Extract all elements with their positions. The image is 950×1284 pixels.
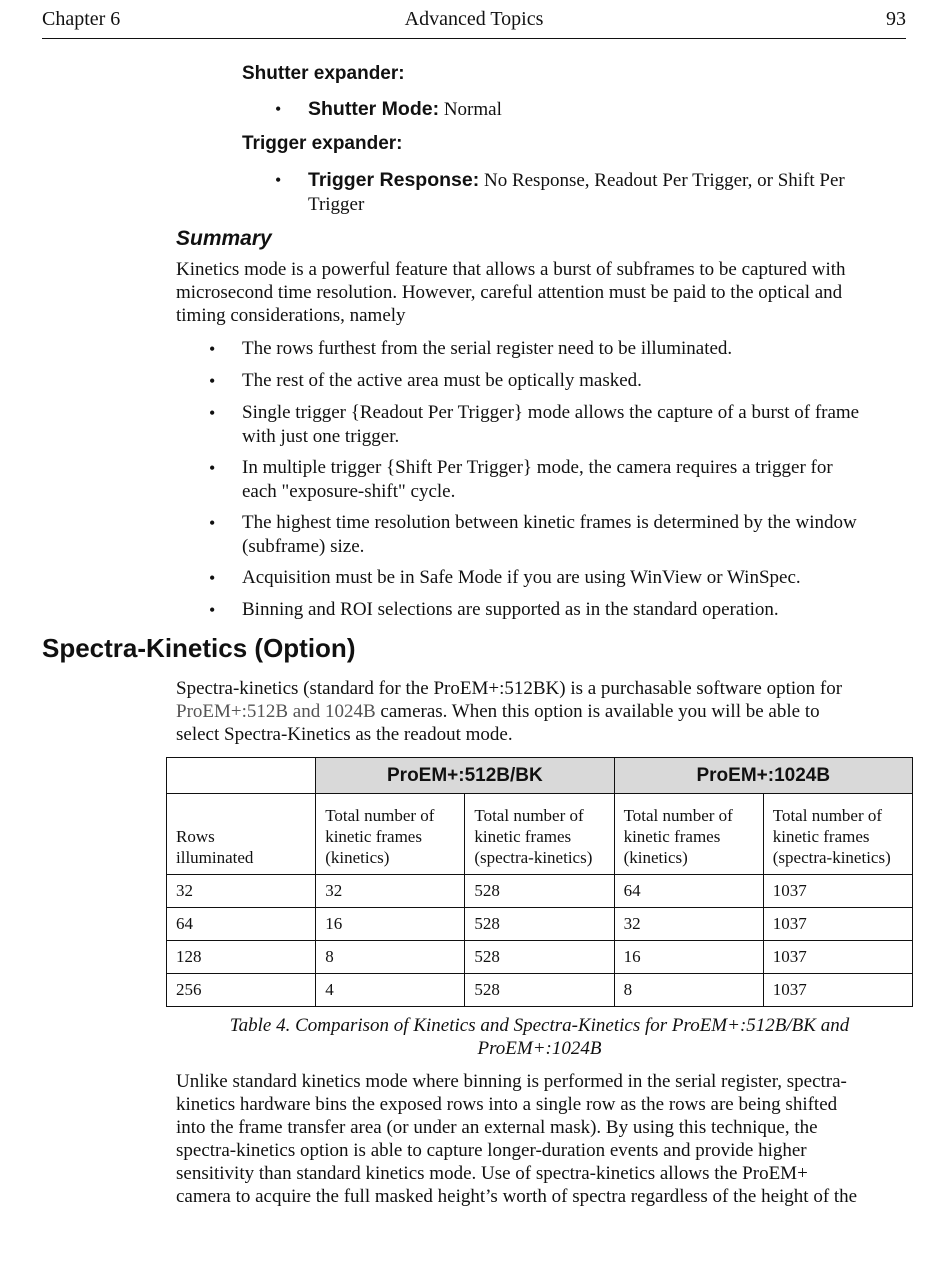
group-header-512b: ProEM+:512B/BK — [316, 758, 614, 794]
column-header-text: kinetic frames — [474, 827, 572, 846]
table-cell: 1037 — [763, 875, 912, 908]
trigger-expander-heading: Trigger expander: — [242, 133, 403, 154]
table-cell: 1037 — [763, 974, 912, 1007]
table-cell: 64 — [614, 875, 763, 908]
paragraph-line: into the frame transfer area (or under an external mask). By using this technique, the — [176, 1117, 818, 1138]
section-intro-line: Spectra-kinetics (standard for the ProEM+:512BK) is a purchasable software option for — [176, 678, 843, 699]
column-header-text: Rows — [176, 827, 215, 846]
bullet-text: (subframe) size. — [242, 536, 365, 557]
summary-bullet — [209, 337, 912, 361]
bullet-text: The rest of the active area must be optically masked. — [242, 370, 642, 391]
table-row — [167, 941, 913, 974]
section-intro — [176, 677, 916, 746]
column-header-spectra-kinetics — [763, 794, 912, 875]
summary-intro-line: timing considerations, namely — [176, 305, 406, 326]
trigger-response-label: Trigger Response: — [308, 169, 480, 191]
table-group-header-row — [167, 758, 913, 794]
header-title: Advanced Topics — [404, 8, 544, 30]
table-column-header-row — [167, 794, 913, 875]
page-header — [42, 6, 906, 39]
column-header-text: (kinetics) — [623, 848, 688, 867]
summary-bullet — [209, 598, 912, 622]
trigger-response-item — [275, 168, 908, 217]
bullet-icon: • — [275, 99, 282, 119]
column-header-text: Total number of — [623, 806, 733, 825]
table-cell: 128 — [167, 941, 316, 974]
table-cell: 32 — [167, 875, 316, 908]
bullet-text: Acquisition must be in Safe Mode if you are using WinView or WinSpec. — [242, 567, 801, 588]
summary-bullet — [209, 369, 912, 393]
table-cell: 528 — [465, 875, 614, 908]
table-row — [167, 875, 913, 908]
section-title: Spectra-Kinetics (Option) — [42, 633, 356, 663]
group-header-1024b: ProEM+:1024B — [614, 758, 912, 794]
table-corner-cell — [167, 758, 316, 794]
bullet-icon: • — [209, 339, 216, 359]
paragraph-line: camera to acquire the full masked height’s worth of spectra regardless of the height of the — [176, 1186, 858, 1207]
bullet-text: The highest time resolution between kinetic frames is determined by the window — [242, 512, 857, 533]
bullet-icon: • — [209, 568, 216, 588]
column-header-text: (spectra-kinetics) — [474, 848, 593, 867]
summary-bullet — [209, 566, 912, 590]
column-header-rows — [167, 794, 316, 875]
table-cell: 8 — [316, 941, 465, 974]
comparison-table — [166, 757, 913, 1007]
column-header-text: kinetic frames — [325, 827, 422, 846]
bullet-icon: • — [209, 513, 216, 533]
table-cell: 64 — [167, 908, 316, 941]
table-cell: 528 — [465, 974, 614, 1007]
column-header-spectra-kinetics — [465, 794, 614, 875]
bullet-text: with just one trigger. — [242, 426, 400, 447]
paragraph-line: spectra-kinetics option is able to capture longer-duration events and provide higher — [176, 1140, 807, 1161]
paragraph-line: sensitivity than standard kinetics mode. Use of spectra-kinetics allows the ProEM+ — [176, 1163, 808, 1184]
bullet-text: Single trigger {Readout Per Trigger} mode allows the capture of a burst of frame — [242, 402, 860, 423]
trigger-response-value-cont: Trigger — [308, 194, 365, 215]
section-intro-line — [176, 700, 916, 723]
trigger-response-value: No Response, Readout Per Trigger, or Shift Per — [483, 170, 845, 191]
table-cell: 8 — [614, 974, 763, 1007]
table-cell: 32 — [614, 908, 763, 941]
bullet-text: each "exposure-shift" cycle. — [242, 481, 456, 502]
page-number: 93 — [886, 8, 906, 30]
table-caption — [166, 1014, 913, 1060]
column-header-text: Total number of — [474, 806, 584, 825]
table-row — [167, 908, 913, 941]
table-cell: 4 — [316, 974, 465, 1007]
column-header-text: kinetic frames — [623, 827, 721, 846]
table-caption-line: Table 4. Comparison of Kinetics and Spectra-Kinetics for ProEM+:512B/BK and — [229, 1015, 850, 1036]
bullet-text: The rows furthest from the serial register need to be illuminated. — [242, 338, 733, 359]
column-header-kinetics — [614, 794, 763, 875]
column-header-text: Total number of — [772, 806, 883, 825]
paragraph-line: Unlike standard kinetics mode where binning is performed in the serial register, spectra- — [176, 1071, 847, 1092]
column-header-text: kinetic frames — [772, 827, 870, 846]
camera-models-text: ProEM+:512B and 1024B — [176, 701, 376, 722]
bullet-text: In multiple trigger {Shift Per Trigger} mode, the camera requires a trigger for — [242, 457, 833, 478]
table-cell: 16 — [316, 908, 465, 941]
table-row — [167, 974, 913, 1007]
table-cell: 528 — [465, 941, 614, 974]
paragraph-line: kinetics hardware bins the exposed rows into a single row as the rows are being shifted — [176, 1094, 838, 1115]
summary-intro-line: Kinetics mode is a powerful feature that allows a burst of subframes to be captured with — [176, 259, 846, 280]
bullet-icon: • — [209, 458, 216, 478]
bullet-icon: • — [209, 403, 216, 423]
shutter-mode-item — [275, 97, 908, 122]
shutter-expander-heading: Shutter expander: — [242, 63, 405, 84]
table-cell: 256 — [167, 974, 316, 1007]
column-header-text: Total number of — [325, 806, 435, 825]
summary-bullet — [209, 401, 912, 449]
section-intro-text: cameras. When this option is available you will be able to — [375, 701, 820, 722]
shutter-mode-value: Normal — [443, 99, 502, 120]
table-caption-line: ProEM+:1024B — [477, 1038, 602, 1059]
bullet-icon: • — [209, 371, 216, 391]
summary-intro — [176, 258, 916, 327]
column-header-text: (kinetics) — [325, 848, 390, 867]
table-cell: 1037 — [763, 941, 912, 974]
table-cell: 1037 — [763, 908, 912, 941]
summary-bullet — [209, 456, 912, 504]
bullet-icon: • — [209, 600, 216, 620]
shutter-mode-label: Shutter Mode: — [308, 98, 440, 120]
summary-bullet — [209, 511, 912, 559]
table-cell: 16 — [614, 941, 763, 974]
bullet-icon: • — [275, 170, 282, 190]
summary-heading: Summary — [176, 227, 272, 250]
column-header-kinetics — [316, 794, 465, 875]
chapter-label: Chapter 6 — [42, 8, 121, 30]
column-header-text: (spectra-kinetics) — [772, 848, 891, 867]
column-header-text: illuminated — [176, 848, 254, 867]
table-cell: 528 — [465, 908, 614, 941]
table-cell: 32 — [316, 875, 465, 908]
section-intro-line: select Spectra-Kinetics as the readout mode. — [176, 724, 513, 745]
bullet-text: Binning and ROI selections are supported as in the standard operation. — [242, 599, 779, 620]
closing-paragraph — [176, 1070, 916, 1208]
summary-intro-line: microsecond time resolution. However, careful attention must be paid to the optical and — [176, 282, 843, 303]
